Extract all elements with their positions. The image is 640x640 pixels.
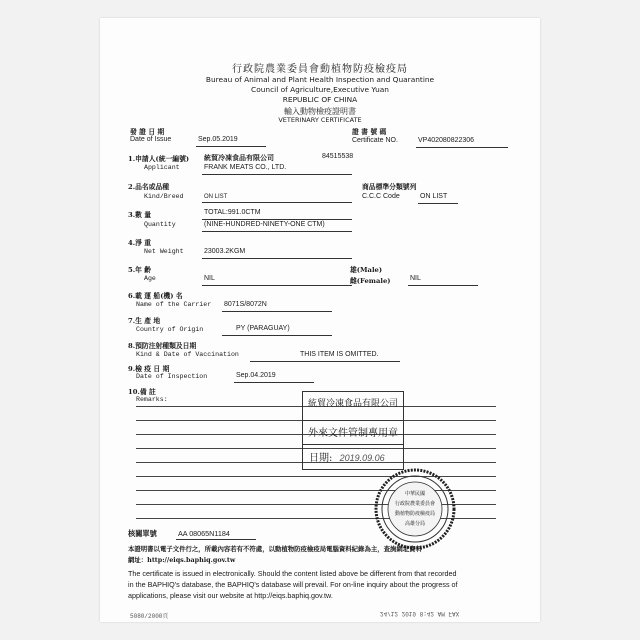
inspection-label: Date of Inspection [136,373,208,380]
origin-label-zh: 7.生 產 地 [128,317,161,325]
verify-label: 核關單號 [128,529,157,538]
remarks-label: Remarks: [136,396,168,403]
ccc-code-label: C.C.C Code [362,193,400,200]
quantity-label: Quantity [144,221,176,228]
footer-en-line-1: The certificate is issued in electronically. Should the content listed above be different from that recorded [128,569,457,578]
net-weight-value: 23003.2KGM [204,248,246,255]
issue-date-label-zh: 發 證 日 期 [130,128,165,136]
carrier-label: Name of the Carrier [136,301,212,308]
net-weight-label-zh: 4.淨 重 [128,239,152,247]
quantity-total: TOTAL:991.0CTM [204,209,261,216]
kind-label-zh: 2.品名或品種 [128,183,170,191]
sex-value: NIL [410,275,421,282]
applicant-label: Applicant [144,164,180,171]
net-weight-label: Net Weight [144,248,184,255]
header-council: Council of Agriculture,Executive Yuan [251,85,389,94]
origin-value: PY (PARAGUAY) [236,325,290,332]
applicant-label-zh: 1.申請人(統一編號) [128,155,190,163]
vaccination-label: Kind & Date of Vaccination [136,351,239,358]
footer-zh-line-1: 本證明書以電子文件行之，所載內容若有不符處，以動植物防疫檢疫局電腦資料紀錄為主，查詢網址資料 [128,545,422,553]
vaccination-value: THIS ITEM IS OMITTED. [300,351,379,358]
issue-date-label: Date of Issue [130,136,172,143]
header-country: REPUBLIC OF CHINA [282,95,358,104]
verify-value: AA 08065N1184 [178,529,230,538]
female-label: 雌(Female) [350,277,391,285]
ccc-code-value: ON LIST [420,193,448,200]
cert-no-value: VP402080822306 [418,137,475,144]
age-label-zh: 5.年 齡 [128,266,152,274]
kind-label: Kind/Breed [144,193,184,200]
stamp-company-name: 統貿冷凍食品有限公司 [307,399,398,409]
vaccination-label-zh: 8.預防注射種類及日期 [128,342,197,350]
stamp-date-label: 日期: [309,453,333,464]
quantity-label-zh: 3.數 量 [128,211,152,219]
header-bureau: Bureau of Animal and Plant Health Inspection and Quarantine [205,75,435,84]
footer-zh-line-2: 網址：http://eiqs.baphiq.gov.tw [128,556,236,564]
cert-no-label: Certificate NO. [352,137,398,144]
header-cert-en: VETERINARY CERTIFICATE [278,116,362,124]
age-value: NIL [204,275,215,282]
header-cert-zh: 輸入動物檢疫證明書 [284,107,356,116]
quantity-words: (NINE-HUNDRED-NINETY-ONE CTM) [204,221,325,228]
age-label: Age [144,275,156,282]
official-seal [374,468,456,550]
stamp-purpose: 外來文件管制專用章 [303,420,403,439]
stamp-date-value: 2019.09.06 [339,453,385,463]
header-title-zh: 行政院農業委員會動植物防疫檢疫局 [232,64,408,75]
kind-value: ON LIST [204,194,228,200]
issue-date-value: Sep.05.2019 [198,136,238,143]
applicant-value-zh: 統貿冷凍食品有限公司 [204,153,274,162]
carrier-label-zh: 6.載 運 船(機) 名 [128,292,183,300]
fax-header-mirrored: 24/12 2019 8:42 AM FAX [380,610,460,617]
seal-line-3: 動植物防疫檢疫局 [394,511,436,517]
footer-en-line-2: in the BAPHIQ's database, the BAPHIQ's database will prevail. For on-line inquiry about the progress of [128,580,458,589]
seal-line-2: 行政院農業委員會 [394,501,436,507]
seal-line-4: 高雄分局 [404,521,426,527]
company-receipt-stamp [302,391,404,470]
inspection-value: Sep.04.2019 [236,372,276,379]
ccc-code-label-zh: 商品標準分類號列 [362,183,417,191]
seal-line-1: 中華民國 [404,491,426,497]
fax-page-marker: 5080/2000頁 [130,613,169,620]
certificate-document [100,18,540,622]
male-label: 雄(Male) [350,266,383,274]
footer-en-line-3: applications, please visit our website at http://eiqs.baphiq.gov.tw. [128,591,333,600]
inspection-label-zh: 9.檢 疫 日 期 [128,365,170,373]
remarks-label-zh: 10.備 註 [128,388,156,396]
origin-label: Country of Origin [136,326,204,333]
applicant-tax-id: 84515538 [322,153,354,160]
applicant-value: FRANK MEATS CO., LTD. [204,164,287,171]
cert-no-label-zh: 證 書 號 碼 [352,128,387,136]
carrier-value: 8071S/8072N [224,301,267,308]
